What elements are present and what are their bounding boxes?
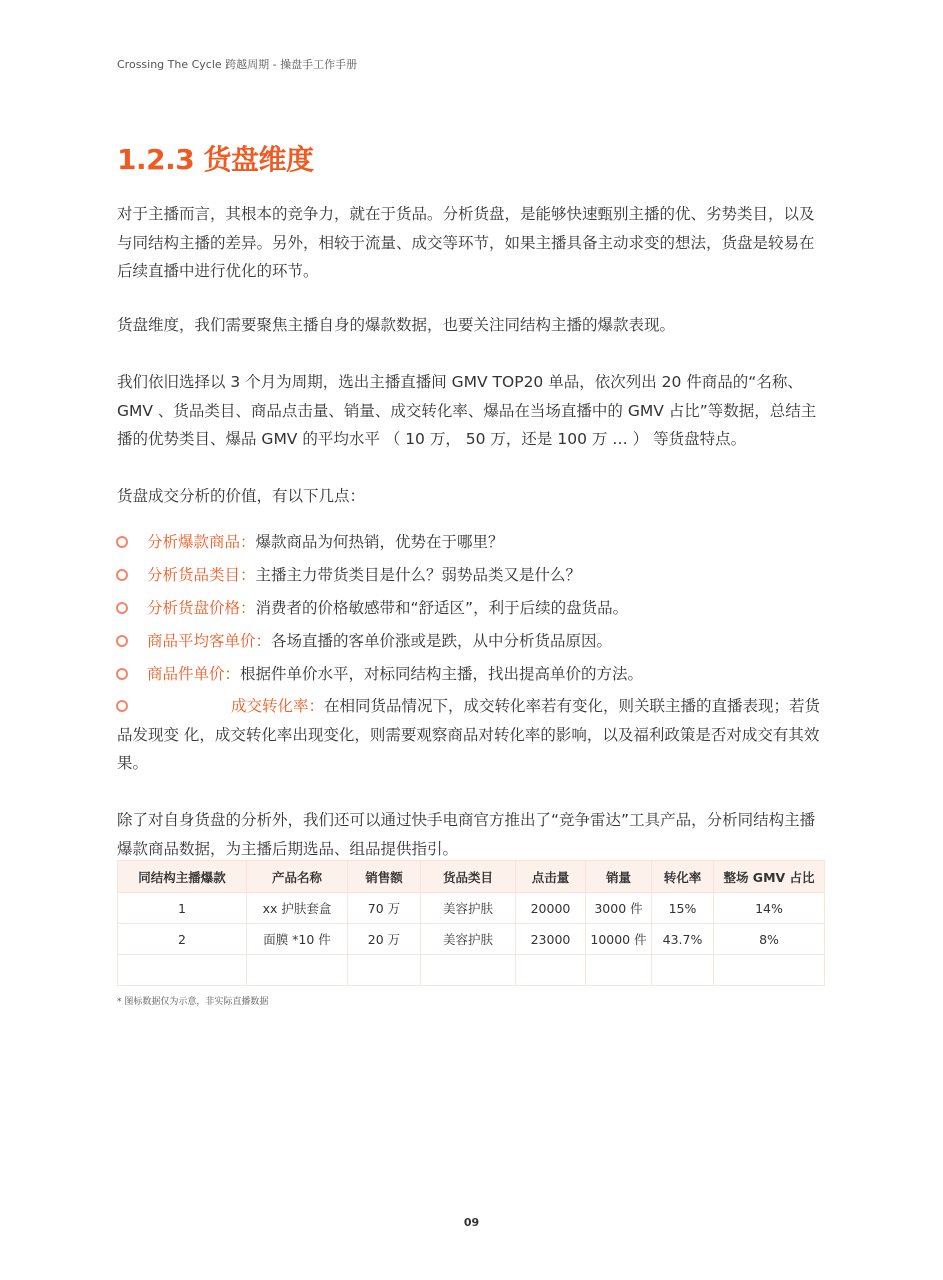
column-header: 同结构主播爆款 xyxy=(118,861,247,893)
table-cell: 3000 件 xyxy=(586,893,652,924)
column-header: 点击量 xyxy=(516,861,586,893)
bullet-text: 爆款商品为何热销，优势在于哪里？ xyxy=(255,533,504,551)
focus-paragraph: 货盘维度，我们需要聚焦主播自身的爆款数据，也要关注同结构主播的爆款表现。 xyxy=(117,316,676,334)
bullet-item-price xyxy=(117,594,825,623)
bullet-label: 分析货品类目： xyxy=(147,566,256,584)
method-paragraph: 我们依旧选择以 3 个月为周期，选出主播直播间 GMV TOP20 单品，依次列出 20 件商品的“名称、GMV 、货品类目、商品点击量、销量、成交转化率、爆品在当场直播中的 GMV 占比”等数据，总结主播的优势类目、爆品 GMV 的平均水平 （ 10 万， 50 万，还是 100 万 … ） 等货盘特点。 xyxy=(117,373,817,448)
table-cell: 14% xyxy=(714,893,825,924)
table-cell: 1 xyxy=(118,893,247,924)
column-header: 产品名称 xyxy=(247,861,348,893)
bullet-text: 根据件单价水平，对标同结构主播，找出提高单价的方法。 xyxy=(240,665,644,683)
table-cell: xx 护肤套盒 xyxy=(247,893,348,924)
circle-bullet-icon xyxy=(116,635,128,647)
table-cell xyxy=(118,955,247,986)
bullet-label: 商品平均客单价： xyxy=(147,632,272,650)
table-cell xyxy=(516,955,586,986)
bullet-label: 商品件单价： xyxy=(147,665,241,683)
column-header: 整场 GMV 占比 xyxy=(714,861,825,893)
table-cell: 2 xyxy=(118,924,247,955)
table-cell: 10000 件 xyxy=(586,924,652,955)
section-title: 1.2.3 货盘维度 xyxy=(117,143,314,176)
table-cell: 23000 xyxy=(516,924,586,955)
circle-bullet-icon xyxy=(116,536,128,548)
table-cell: 美容护肤 xyxy=(421,924,516,955)
circle-bullet-icon xyxy=(116,602,128,614)
circle-bullet-icon xyxy=(116,668,128,680)
table-header-row xyxy=(118,861,825,893)
table-cell xyxy=(586,955,652,986)
circle-bullet-icon xyxy=(116,700,128,712)
running-header: Crossing The Cycle 跨越周期 - 操盘手工作手册 xyxy=(117,58,358,71)
bullet-item-categories xyxy=(117,561,825,590)
table-cell: 美容护肤 xyxy=(421,893,516,924)
column-header: 销售额 xyxy=(348,861,421,893)
bullet-text: 主播主力带货类目是什么？弱势品类又是什么？ xyxy=(255,566,582,584)
table-cell: 20000 xyxy=(516,893,586,924)
column-header: 转化率 xyxy=(652,861,714,893)
table-cell xyxy=(714,955,825,986)
value-intro-paragraph: 货盘成交分析的价值，有以下几点： xyxy=(117,487,366,505)
table-cell: 15% xyxy=(652,893,714,924)
table-cell xyxy=(421,955,516,986)
bullet-label: 成交转化率： xyxy=(231,697,325,715)
table-row xyxy=(118,893,825,924)
table-cell: 面膜 *10 件 xyxy=(247,924,348,955)
column-header: 货品类目 xyxy=(421,861,516,893)
table-row xyxy=(118,924,825,955)
hot-products-table xyxy=(117,860,825,986)
bullet-item-hot-products xyxy=(117,528,825,557)
bullet-label: 分析货盘价格： xyxy=(147,599,256,617)
bullet-text: 各场直播的客单价涨或是跌，从中分析货品原因。 xyxy=(271,632,613,650)
table-cell: 20 万 xyxy=(348,924,421,955)
closing-paragraph: 除了对自身货盘的分析外，我们还可以通过快手电商官方推出了“竞争雷达”工具产品，分析同结构主播爆款商品数据，为主播后期选品、组品提供指引。 xyxy=(117,811,816,858)
table-footnote: * 图标数据仅为示意，非实际直播数据 xyxy=(117,997,269,1007)
page-number: 09 xyxy=(463,1216,480,1229)
table-cell: 43.7% xyxy=(652,924,714,955)
circle-bullet-icon xyxy=(116,569,128,581)
table-cell xyxy=(652,955,714,986)
table-row xyxy=(118,955,825,986)
table-cell xyxy=(247,955,348,986)
table-cell: 70 万 xyxy=(348,893,421,924)
bullet-item-avg-order xyxy=(117,627,825,656)
bullet-text: 消费者的价格敏感带和“舒适区”，利于后续的盘货品。 xyxy=(255,599,629,617)
table-cell: 8% xyxy=(714,924,825,955)
bullet-text: 在相同货品情况下，成交转化率若有变化，则关联主播的直播表现；若货品发现变 化，成交转化率出现变化，则需要观察商品对转化率的影响，以及福利政策是否对成交有其效果。 xyxy=(117,697,821,772)
bullet-item-unit-price xyxy=(117,660,825,689)
intro-paragraph: 对于主播而言，其根本的竞争力，就在于货品。分析货盘，是能够快速甄别主播的优、劣势类目，以及与同结构主播的差异。另外，相较于流量、成交等环节，如果主播具备主动求变的想法，货盘是较易在后续直播中进行优化的环节。 xyxy=(117,205,815,280)
bullet-label: 分析爆款商品： xyxy=(147,533,256,551)
column-header: 销量 xyxy=(586,861,652,893)
table-cell xyxy=(348,955,421,986)
bullet-item-conversion xyxy=(117,692,825,778)
